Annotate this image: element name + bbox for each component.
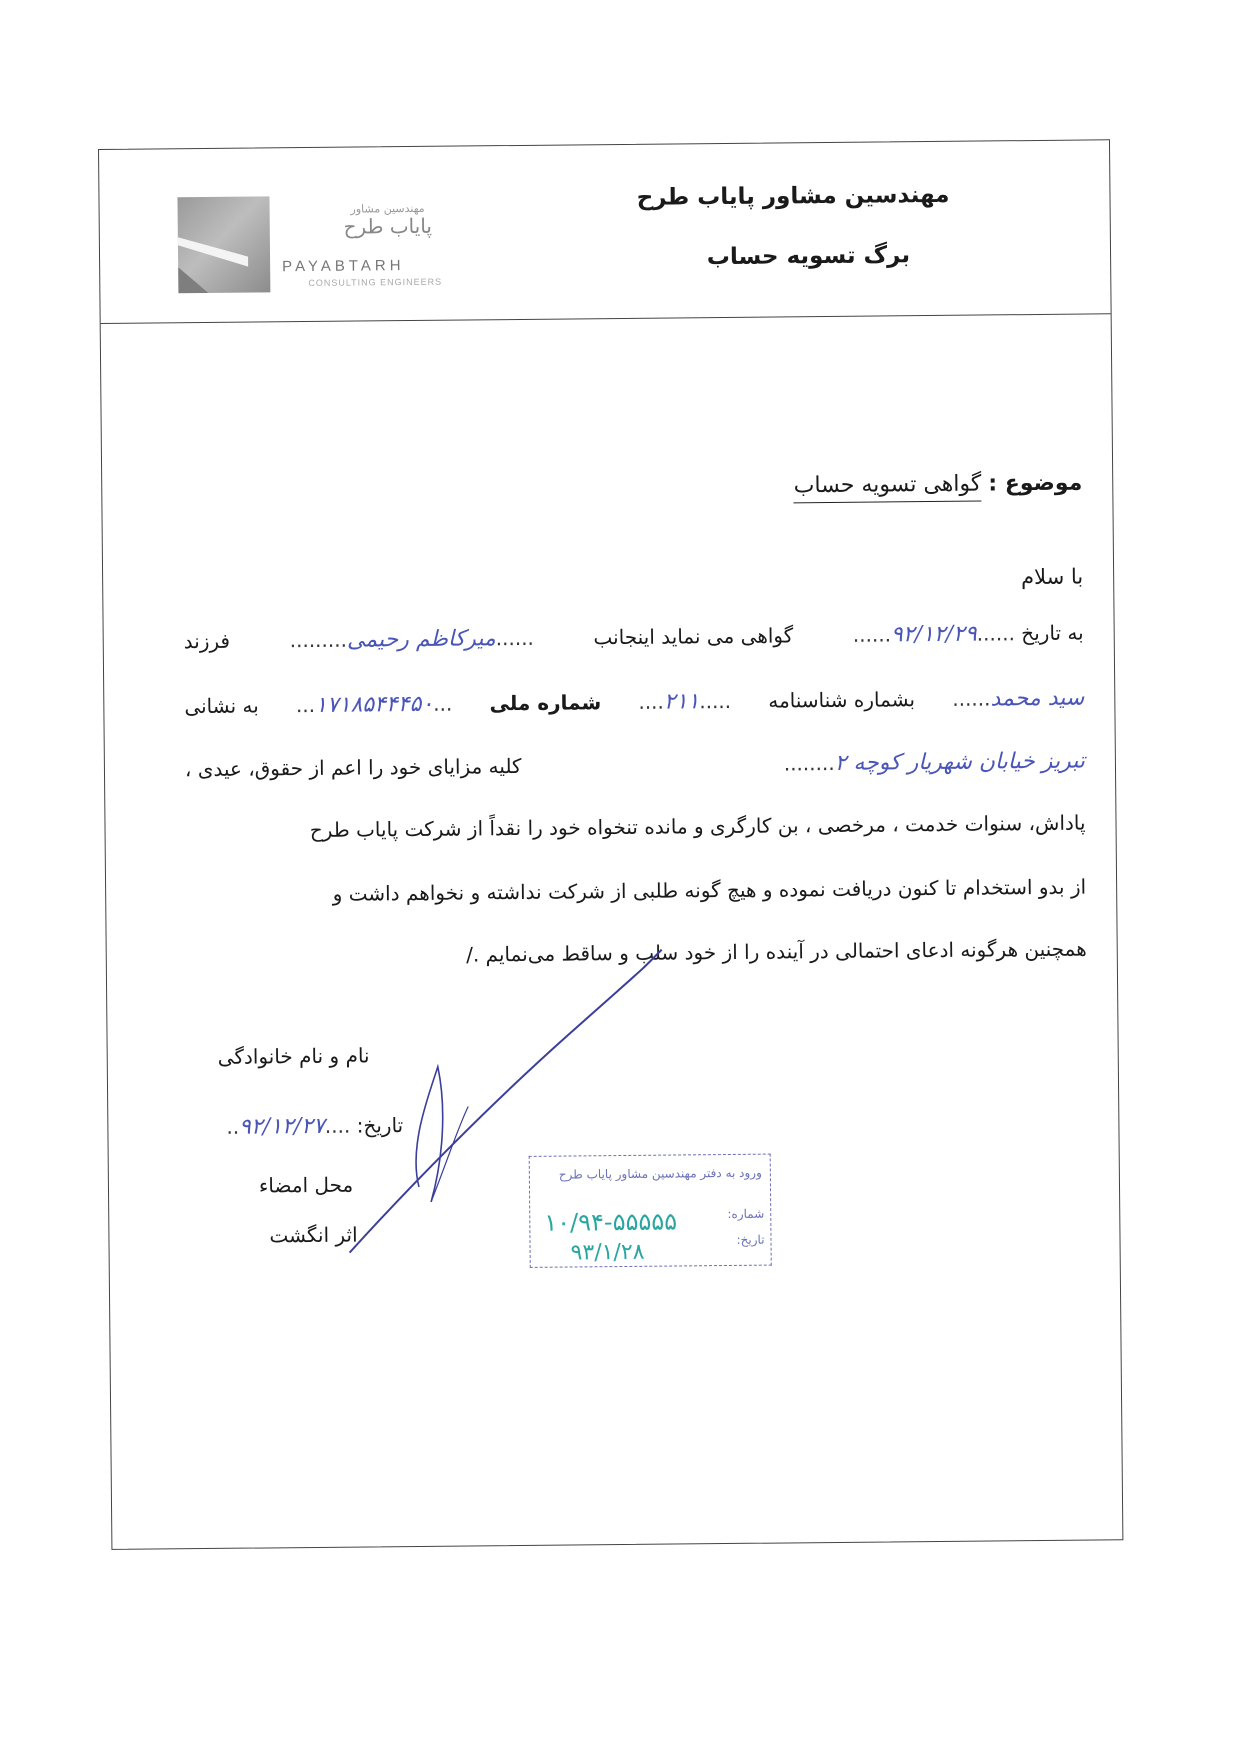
- text-certifies: گواهی می نماید اینجانب: [593, 623, 794, 650]
- greeting: با سلام: [1020, 564, 1084, 590]
- handwritten-national-number: ۱۷۱۸۵۴۴۴۵۰: [314, 691, 434, 718]
- stamp-number-value: ۱۰/۹۴-۵۵۵۵۵: [544, 1207, 678, 1237]
- text-child-of: فرزند: [183, 628, 231, 654]
- company-logo: [177, 194, 478, 297]
- handwritten-signature: [99, 140, 1122, 1550]
- handwritten-id-number: ۲۱۱: [663, 689, 700, 715]
- body-line-1: به تاریخ ......۹۲/۱۲/۲۹...... گواهی می نماید اینجانب ......میرکاظم رحیمی......... فرزند: [183, 620, 1084, 654]
- logo-english-subtitle: CONSULTING ENGINEERS: [308, 276, 443, 288]
- logo-mark: [177, 196, 270, 293]
- signature-date: تاریخ: ....۹۲/۱۲/۲۷..: [226, 1113, 404, 1140]
- form-title: برگ تسویه حساب: [706, 242, 911, 271]
- subject-line: [794, 471, 1083, 499]
- handwritten-address: تبریز خیابان شهریار کوچه ۲: [834, 748, 1086, 776]
- subject-label: موضوع :: [988, 470, 1083, 497]
- logo-persian-name: پایاب طرح: [343, 213, 433, 239]
- body-line-2: سید محمد...... بشماره شناسنامه .....۲۱۱.... شماره ملی ...۱۷۱۸۵۴۴۴۵۰... به نشانی: [184, 685, 1085, 719]
- header-divider: [101, 313, 1111, 324]
- body-line-3: تبریز خیابان شهریار کوچه ۲........ کلیه مزایای خود را اعم از حقوق، عیدی ،: [184, 748, 1086, 782]
- text-address: به نشانی: [184, 693, 259, 719]
- registration-stamp: [529, 1154, 772, 1268]
- name-label: نام و نام خانوادگی: [217, 1043, 370, 1069]
- fingerprint-label: اثر انگشت: [269, 1222, 358, 1248]
- handwritten-signature-date: ۹۲/۱۲/۲۷: [238, 1113, 325, 1140]
- body-line-5: از بدو استخدام تا کنون دریافت نموده و هیچ گونه طلبی از شرکت نداشته و نخواهم داشت و: [332, 874, 1087, 906]
- body-line-4: پاداش، سنوات خدمت ، مرخصی ، بن کارگری و مانده تنخواه خود را نقداً از شرکت پایاب طرح: [309, 810, 1086, 842]
- signature-date-label: تاریخ:: [356, 1113, 404, 1138]
- logo-persian-small: مهندسین مشاور: [350, 201, 425, 216]
- text-date-prefix: به تاریخ: [1021, 620, 1084, 646]
- logo-persian-text: [328, 203, 448, 238]
- document-frame: [98, 139, 1123, 1550]
- logo-english-text: PAYABTARH: [282, 257, 405, 276]
- body-line-6: همچنین هرگونه ادعای احتمالی در آینده را از خود سلب و ساقط می‌نمایم ./: [466, 936, 1087, 967]
- text-benefits: کلیه مزایای خود را اعم از حقوق، عیدی ،: [184, 753, 522, 782]
- stamp-date-label: تاریخ:: [736, 1232, 765, 1247]
- handwritten-date: ۹۲/۱۲/۲۹: [890, 621, 977, 648]
- company-name: مهندسین مشاور پایاب طرح: [636, 181, 950, 211]
- subject-value: گواهی تسویه حساب: [794, 472, 982, 504]
- stamp-header: ورود به دفتر مهندسین مشاور پایاب طرح: [558, 1165, 762, 1182]
- handwritten-name: میرکاظم رحیمی: [346, 626, 496, 653]
- text-national-number: شماره ملی: [489, 690, 602, 716]
- stamp-number-label: شماره:: [727, 1206, 765, 1222]
- text-id-number: بشماره شناسنامه: [768, 687, 916, 713]
- signature-place-label: محل امضاء: [258, 1172, 354, 1198]
- stamp-date-value: ۹۳/۱/۲۸: [570, 1239, 645, 1266]
- handwritten-father-name: سید محمد: [990, 685, 1085, 712]
